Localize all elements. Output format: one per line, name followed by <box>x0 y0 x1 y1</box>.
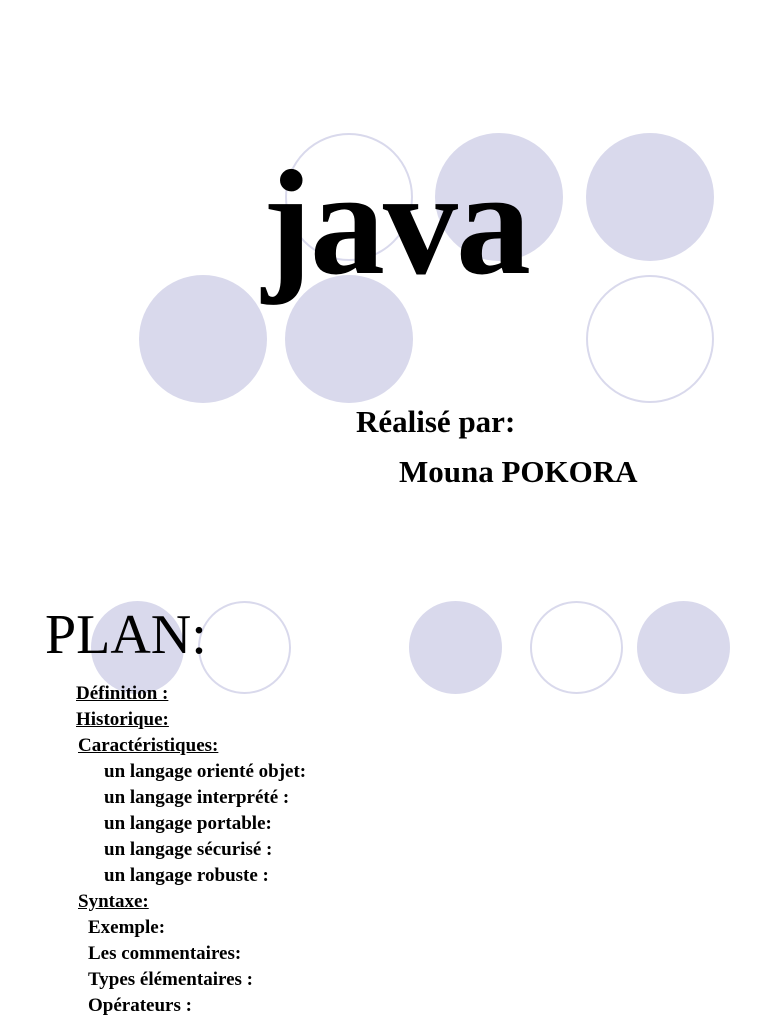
plan-subitem: un langage orienté objet: <box>104 761 307 782</box>
decorative-circle-filled <box>586 133 714 261</box>
author-label: Réalisé par: <box>356 404 516 439</box>
plan-subitem: Opérateurs : <box>88 995 192 1016</box>
plan-subitem: Types élémentaires : <box>88 969 253 990</box>
decorative-circle-outline <box>198 601 291 694</box>
plan-subitem: un langage robuste : <box>104 865 269 886</box>
decorative-circle-filled <box>637 601 730 694</box>
decorative-circle-filled <box>139 275 267 403</box>
decorative-circle-outline <box>530 601 623 694</box>
plan-subitem: Les commentaires: <box>88 943 242 964</box>
presentation-title: java <box>262 140 529 306</box>
plan-slide <box>0 560 768 1024</box>
plan-item: Caractéristiques: <box>78 735 219 756</box>
author-name: Mouna POKORA <box>399 454 638 489</box>
plan-subitem: un langage sécurisé : <box>104 839 273 860</box>
plan-subitem: un langage portable: <box>104 813 272 834</box>
plan-item: Syntaxe: <box>78 891 149 912</box>
plan-item: Historique: <box>76 709 169 730</box>
plan-subitem: Exemple: <box>88 917 166 938</box>
plan-title: PLAN: <box>45 604 207 666</box>
decorative-circle-filled <box>409 601 502 694</box>
decorative-circle-outline <box>586 275 714 403</box>
plan-item: Définition : <box>76 683 169 704</box>
plan-subitem: un langage interprété : <box>104 787 290 808</box>
